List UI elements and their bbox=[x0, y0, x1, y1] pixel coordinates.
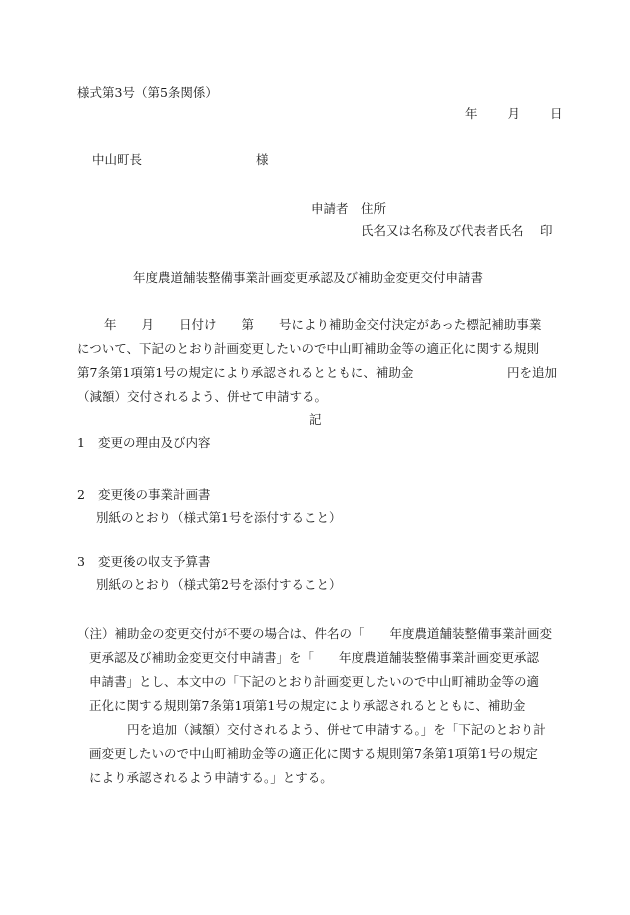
note-line-1: （注）補助金の変更交付が不要の場合は、件名の「 年度農道舗装整備事業計画変 bbox=[77, 626, 553, 641]
item-3-detail: 別紙のとおり（様式第2号を添付すること） bbox=[96, 577, 342, 592]
item-1-number: 1 bbox=[77, 435, 85, 450]
body-line-3b: 円を追加 bbox=[507, 365, 558, 380]
date-line bbox=[465, 106, 563, 122]
note-line-4: 正化に関する規則第7条第1項第1号の規定により承認されるとともに、補助金 bbox=[89, 698, 526, 713]
document-title: 年度農道舗装整備事業計画変更承認及び補助金変更交付申請書 bbox=[133, 270, 484, 285]
body-line-2: について、下記のとおり計画変更したいので中山町補助金等の適正化に関する規則 bbox=[77, 341, 540, 356]
item-2-number: 2 bbox=[77, 487, 85, 502]
addressee-honorific: 様 bbox=[256, 152, 269, 167]
date-day: 日 bbox=[550, 106, 563, 121]
item-3-title: 変更後の収支予算書 bbox=[98, 554, 211, 569]
body-line-4: （減額）交付されるよう、併せて申請する。 bbox=[77, 389, 328, 404]
item-3-number: 3 bbox=[77, 554, 85, 569]
item-2-title: 変更後の事業計画書 bbox=[98, 487, 211, 502]
note-line-5: 円を追加（減額）交付されるよう、併せて申請する。」を「下記のとおり計 bbox=[127, 722, 546, 737]
note-line-7: により承認されるよう申請する。」とする。 bbox=[89, 770, 333, 785]
body-line-3 bbox=[77, 361, 561, 385]
date-month: 月 bbox=[507, 106, 521, 121]
applicant-address-label: 住所 bbox=[361, 201, 387, 216]
date-year: 年 bbox=[465, 106, 478, 121]
item-2-detail: 別紙のとおり（様式第1号を添付すること） bbox=[96, 510, 342, 525]
ki-heading: 記 bbox=[309, 412, 322, 427]
note-line-6: 画変更したいので中山町補助金等の適正化に関する規則第7条第1項第1号の規定 bbox=[89, 746, 538, 761]
applicant-label: 申請者 bbox=[311, 201, 349, 216]
form-number: 様式第3号（第5条関係） bbox=[77, 85, 218, 100]
note-block bbox=[77, 622, 561, 790]
body-paragraph bbox=[77, 313, 561, 409]
addressee-name: 中山町長 bbox=[92, 152, 143, 167]
note-line-3: 申請書」とし、本文中の「下記のとおり計画変更したいので中山町補助金等の適 bbox=[89, 674, 540, 689]
seal-mark: 印 bbox=[540, 223, 553, 238]
body-line-1: 年 月 日付け 第 号により補助金交付決定があった標記補助事業 bbox=[104, 317, 542, 332]
applicant-name-label: 氏名又は名称及び代表者氏名 bbox=[361, 223, 524, 238]
note-line-2: 更承認及び補助金変更交付申請書」を「 年度農道舗装整備事業計画変更承認 bbox=[89, 650, 540, 665]
item-1-title: 変更の理由及び内容 bbox=[98, 435, 211, 450]
body-line-3a: 第7条第1項第1号の規定により承認されるとともに、補助金 bbox=[77, 365, 414, 380]
